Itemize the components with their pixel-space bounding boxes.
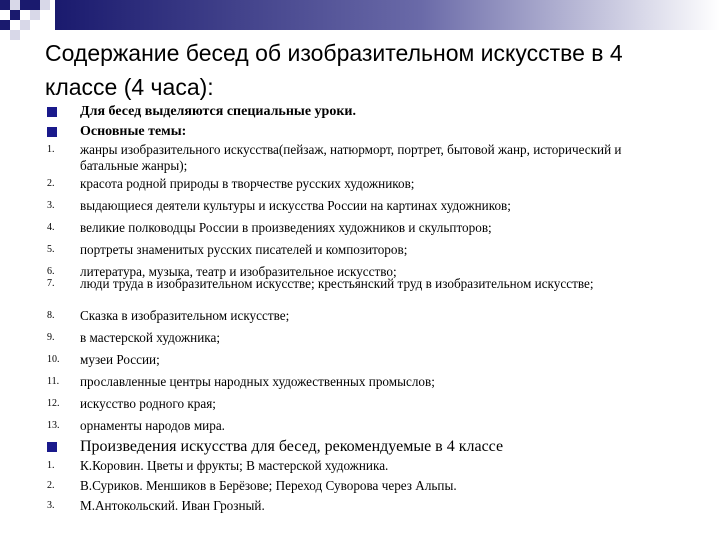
list-number: 6. [47, 266, 55, 277]
list-item-text: Сказка в изобразительном искусстве; [80, 308, 290, 323]
list-number: 9. [47, 332, 55, 343]
slide-title: Содержание бесед об изобразительном искусстве в 4 классе (4 часа): [45, 40, 623, 100]
square-bullet-icon [47, 127, 57, 137]
list-item-text: К.Коровин. Цветы и фрукты; В мастерской художника. [80, 458, 389, 473]
list-number: 1. [47, 144, 55, 155]
list-number: 10. [47, 354, 60, 365]
list-item-text: выдающиеся деятели культуры и искусства России на картинах художников; [80, 198, 511, 213]
list-item-text: жанры изобразительного искусства(пейзаж, натюрморт, портрет, бытовой жанр, исторический и батальные жанры); [80, 142, 622, 173]
list-item-text: М.Антокольский. Иван Грозный. [80, 498, 265, 513]
list-number: 4. [47, 222, 55, 233]
list-item-text: орнаменты народов мира. [80, 418, 225, 433]
list-item-text: люди труда в изобразительном искусстве; крестьянский труд в изобразительном искусстве; [80, 276, 594, 291]
list-number: 12. [47, 398, 60, 409]
list-item-text: искусство родного края; [80, 396, 216, 411]
list-number: 5. [47, 244, 55, 255]
list-item-text: красота родной природы в творчестве русских художников; [80, 176, 415, 191]
list-item-text: портреты знаменитых русских писателей и композиторов; [80, 242, 408, 257]
list-item-text: прославленные центры народных художественных промыслов; [80, 374, 435, 389]
list-item-text: литература, музыка, театр и изобразительное искусство; [80, 264, 397, 279]
list-item-text: великие полководцы России в произведениях художников и скульпторов; [80, 220, 492, 235]
list-number: 8. [47, 310, 55, 321]
list-item-text: В.Суриков. Меншиков в Берёзове; Переход Суворова через Альпы. [80, 478, 457, 493]
list-number: 2. [47, 178, 55, 189]
list-number: 11. [47, 376, 60, 387]
list-item-text: в мастерской художника; [80, 330, 221, 345]
list-number: 3. [47, 200, 55, 211]
list-number: 13. [47, 420, 60, 431]
list-number: 1. [47, 460, 55, 471]
square-bullet-icon [47, 442, 57, 452]
list-item-text: Произведения искусства для бесед, рекомендуемые в 4 классе [80, 438, 504, 455]
list-item-text: музеи России; [80, 352, 160, 367]
list-item-text: Основные темы: [80, 124, 187, 139]
list-number: 7. [47, 278, 55, 289]
list-item-text: Для бесед выделяются специальные уроки. [80, 104, 356, 119]
square-bullet-icon [47, 107, 57, 117]
list-number: 2. [47, 480, 55, 491]
list-number: 3. [47, 500, 55, 511]
